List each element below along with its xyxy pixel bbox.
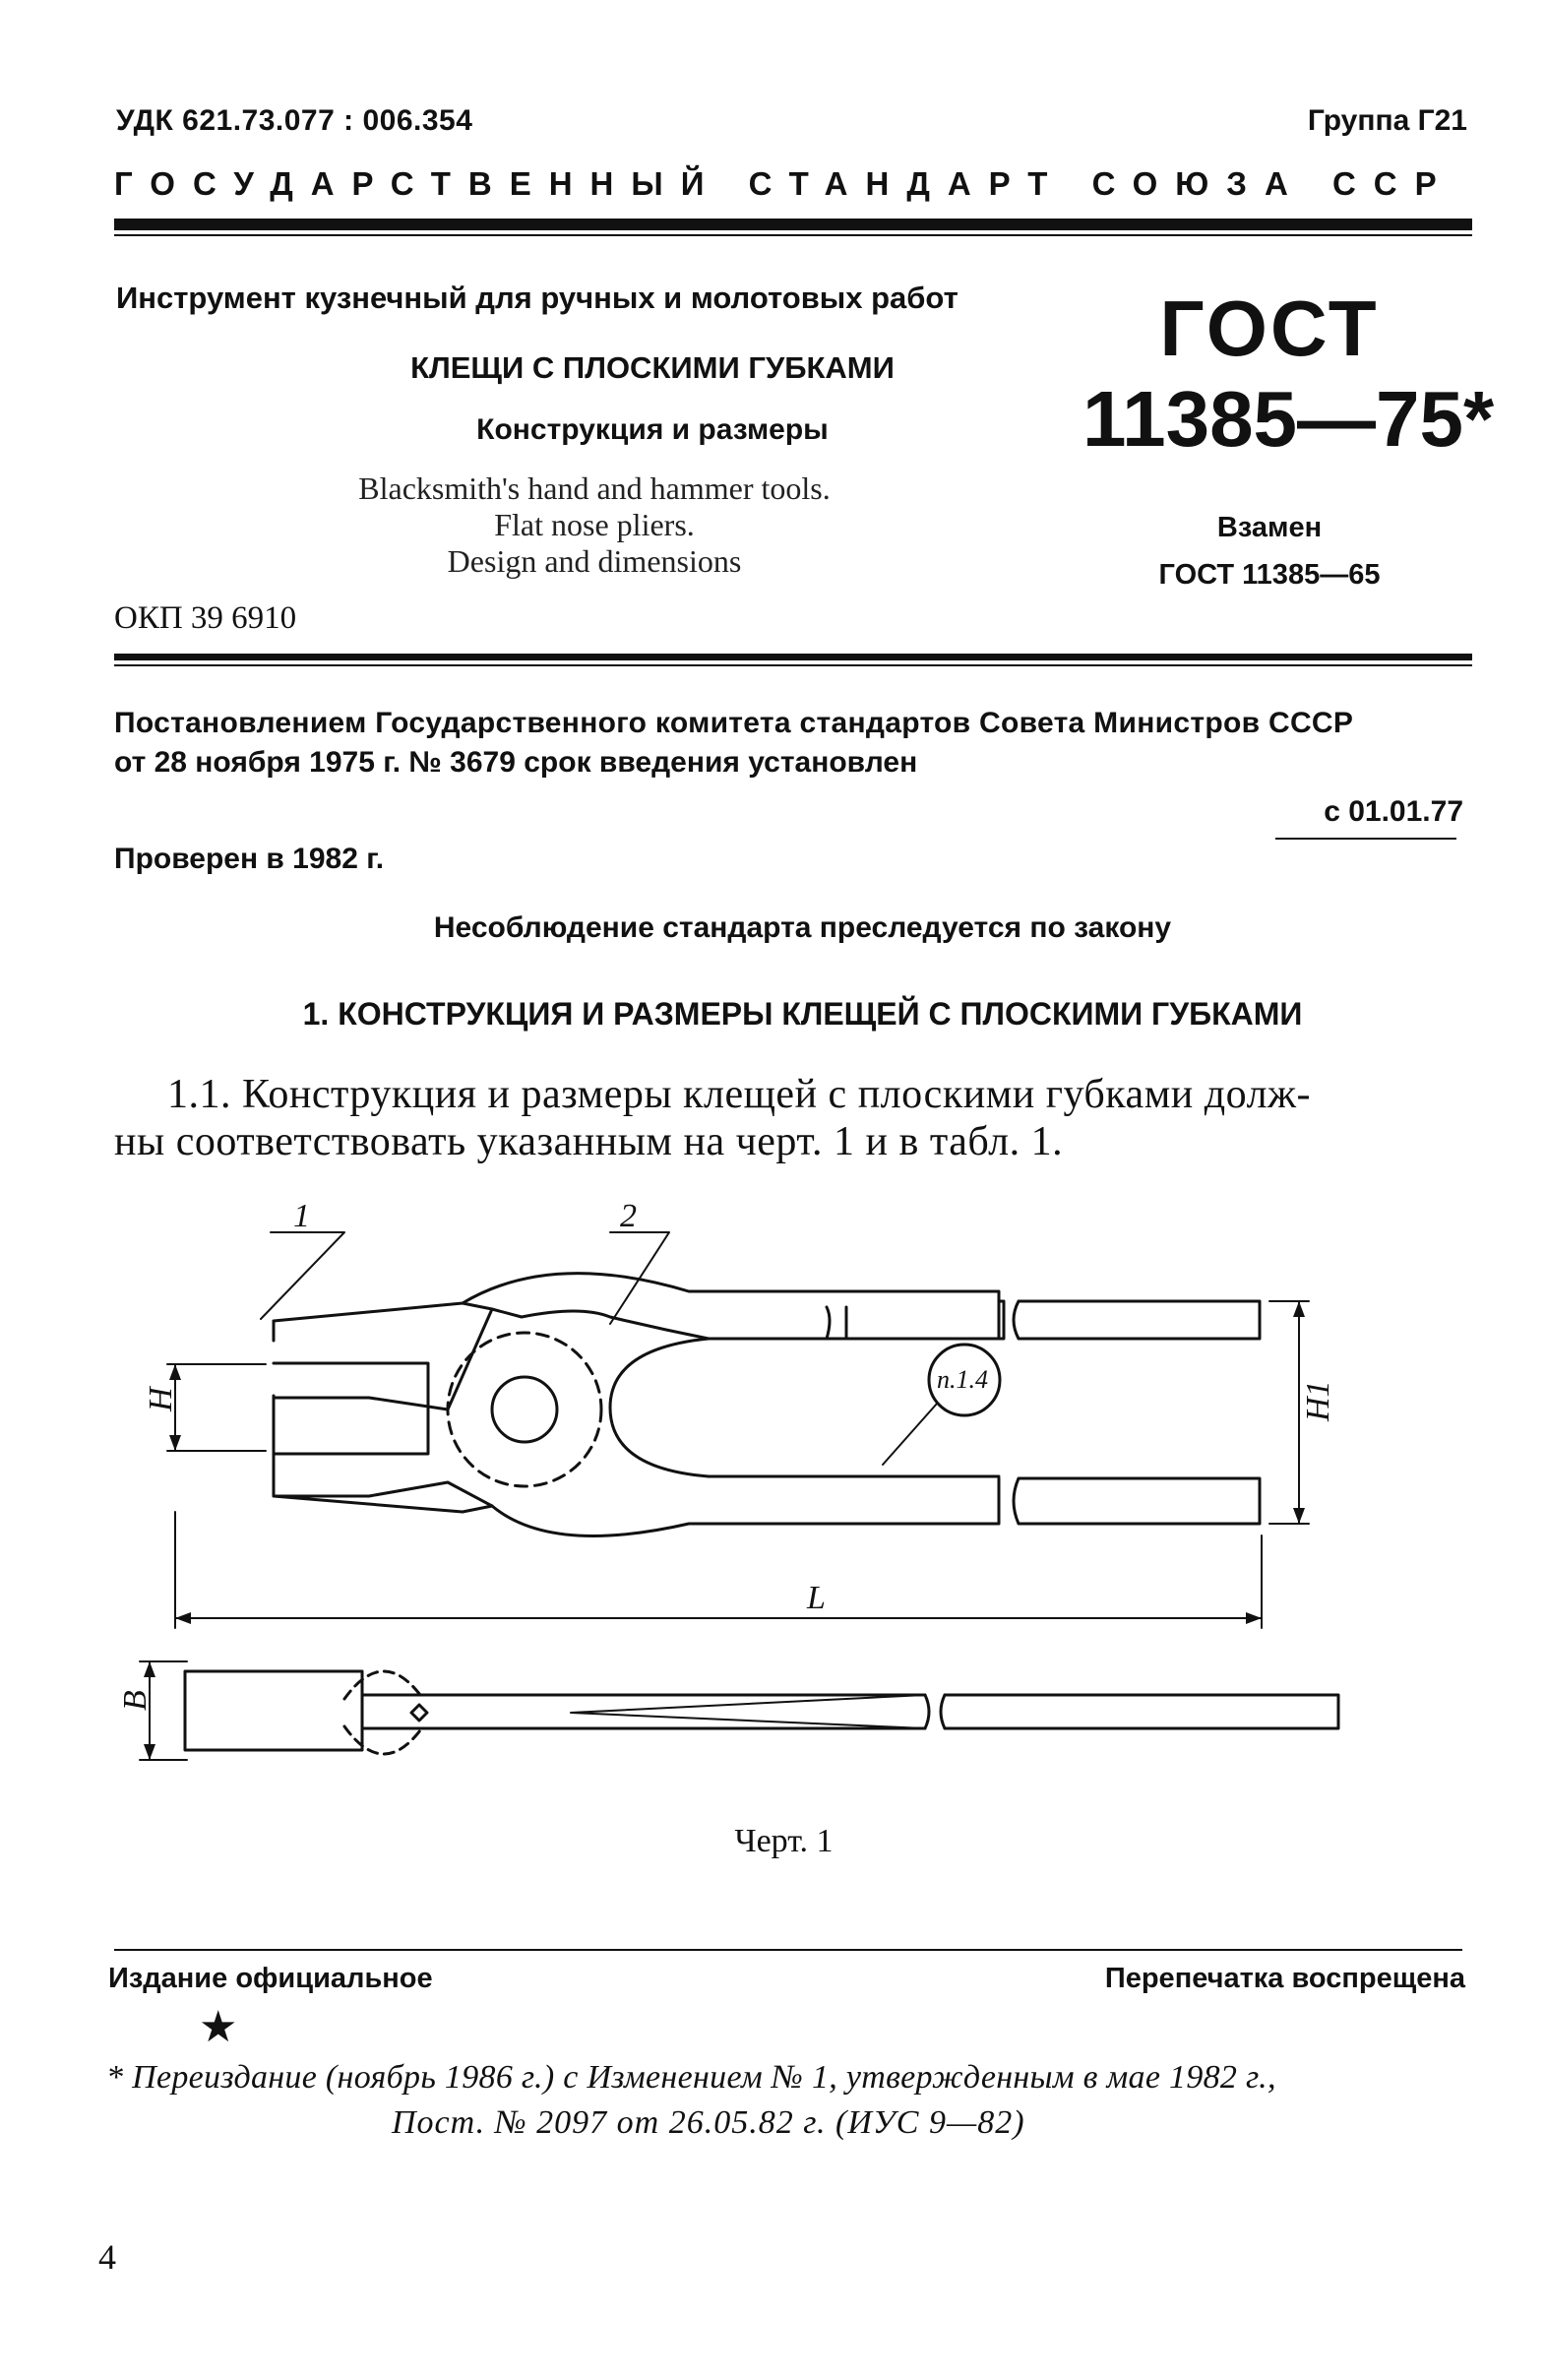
group-code: Группа Г21 [1307, 104, 1467, 137]
reissue-note-line-2: Пост. № 2097 от 26.05.82 г. (ИУС 9—82) [392, 2104, 1025, 2141]
section-heading: 1. КОНСТРУКЦИЯ И РАЗМЕРЫ КЛЕЩЕЙ С ПЛОСКИМИ ГУБКАМИ [302, 996, 1303, 1032]
checked-year: Проверен в 1982 г. [114, 843, 385, 875]
effective-date-underline [1275, 838, 1456, 840]
side-break [925, 1695, 945, 1728]
inner-fork-top [827, 1307, 846, 1339]
english-title-line: Blacksmith's hand and hammer tools. [358, 470, 831, 506]
leader-note [883, 1404, 937, 1465]
side-handle [945, 1695, 1338, 1728]
dim-H1-arrow-top [1293, 1301, 1305, 1317]
dim-L-arrow-right [1246, 1612, 1262, 1624]
dim-H-arrow-bottom [169, 1435, 181, 1451]
handle-lower-segment [1014, 1478, 1260, 1524]
title-thick-rule [114, 654, 1472, 660]
design-title: Конструкция и размеры [476, 413, 829, 446]
reprint-note: Перепечатка воспрещена [1104, 1963, 1465, 1994]
hinge-pin [492, 1377, 557, 1442]
callout-2: 2 [620, 1198, 637, 1234]
standard-banner: ГОСУДАРСТВЕННЫЙ СТАНДАРТ СОЮЗА ССР [114, 165, 1454, 202]
dim-H1-label: H1 [1300, 1380, 1336, 1421]
tool-title: Инструмент кузнечный для ручных и молотовых работ [116, 281, 959, 315]
english-title-line: Flat nose pliers. [494, 507, 695, 542]
hinge-body [492, 1301, 1004, 1339]
dim-B-arrow-bottom [144, 1744, 155, 1760]
pliers-drawing [117, 1198, 1358, 1811]
reissue-note-line-1: * Переиздание (ноябрь 1986 г.) с Изменением № 1, утвержденным в мае 1982 г., [106, 2059, 1276, 2096]
leader-2 [610, 1232, 669, 1324]
upper-arm [463, 1274, 999, 1337]
note-ref: п.1.4 [937, 1365, 988, 1394]
gost-number: 11385—75* [1082, 375, 1495, 463]
page-number: 4 [98, 2237, 116, 2277]
title-thin-rule [114, 664, 1472, 666]
replaces-standard: ГОСТ 11385—65 [1158, 559, 1381, 591]
dim-L-line [175, 1512, 1262, 1628]
english-title-line: Design and dimensions [447, 543, 742, 579]
side-pin [411, 1705, 427, 1721]
drawing-caption: Черт. 1 [734, 1823, 834, 1859]
dim-L-label: L [807, 1580, 826, 1616]
dim-B-label: B [117, 1690, 154, 1711]
law-note: Несоблюдение стандарта преследуется по закону [433, 911, 1172, 944]
handle-upper-segment [1014, 1301, 1260, 1339]
decree-line-1: Постановлением Государственного комитета стандартов Совета Министров СССР [114, 707, 1354, 739]
hinge-boss [448, 1333, 601, 1486]
side-body [185, 1671, 362, 1750]
dim-H-arrow-top [169, 1364, 181, 1380]
clause-text-line-1: 1.1. Конструкция и размеры клещей с плоскими губками долж- [167, 1072, 1312, 1117]
dim-H-line [167, 1364, 266, 1451]
dim-L-arrow-left [175, 1612, 191, 1624]
okp-code: ОКП 39 6910 [114, 600, 297, 636]
effective-date: с 01.01.77 [1324, 795, 1463, 828]
star-icon: ★ [199, 2003, 238, 2051]
replaces-label: Взамен [1216, 512, 1323, 543]
pliers-title: КЛЕЩИ С ПЛОСКИМИ ГУБКАМИ [410, 350, 895, 385]
jaw-block [274, 1363, 428, 1454]
lower-arm-outline [492, 1478, 999, 1535]
side-wedge [571, 1695, 925, 1728]
udk-code: УДК 621.73.077 : 006.354 [116, 104, 473, 137]
clause-text-line-2: ны соответствовать указанным на черт. 1 и в табл. 1. [114, 1119, 1064, 1164]
english-title [116, 470, 1073, 580]
gost-label: ГОСТ [1159, 284, 1380, 372]
dim-H1-arrow-bottom [1293, 1508, 1305, 1524]
edition-note: Издание официальное [108, 1963, 433, 1994]
footer-rule [114, 1949, 1462, 1951]
dim-H-label: H [143, 1387, 179, 1411]
header-thick-rule [114, 219, 1472, 230]
header-thin-rule [114, 234, 1472, 236]
dim-B-arrow-top [144, 1661, 155, 1677]
callout-1: 1 [293, 1198, 310, 1234]
upper-jaw [274, 1303, 492, 1409]
decree-line-2: от 28 ноября 1975 г. № 3679 срок введения установлен [114, 746, 918, 779]
leader-1 [261, 1232, 344, 1319]
